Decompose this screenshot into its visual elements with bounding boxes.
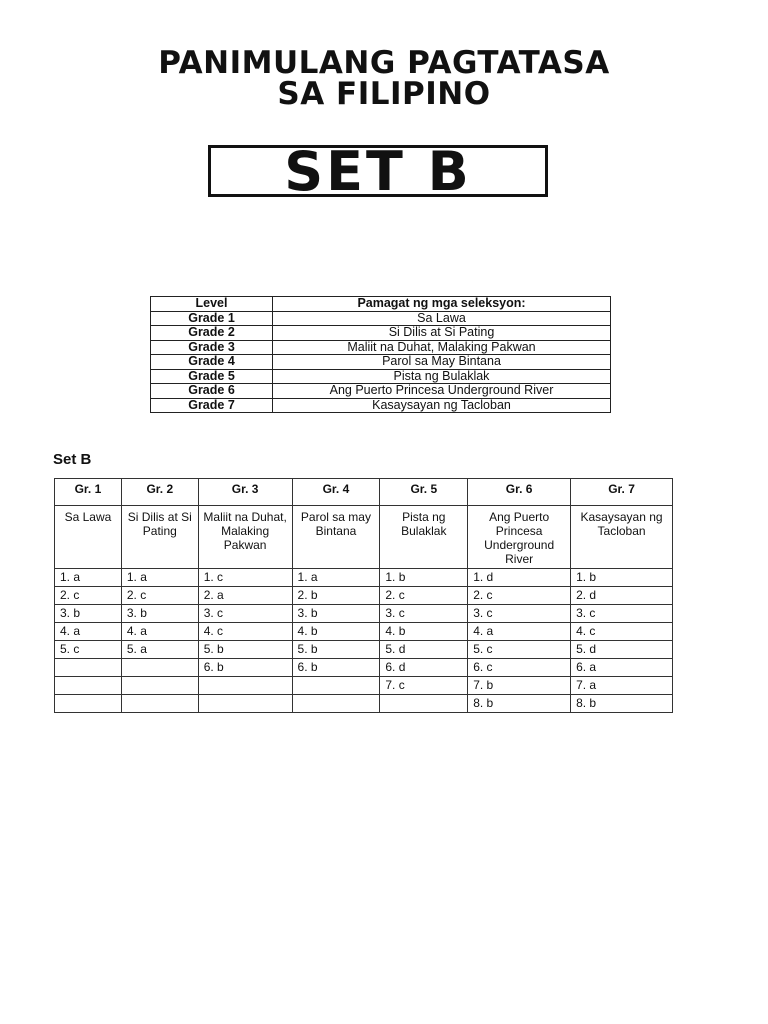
- level-cell: Grade 7: [151, 398, 273, 413]
- answer-cell: 4. a: [468, 623, 571, 641]
- levels-row: [151, 311, 611, 326]
- selection-title-cell: Sa Lawa: [55, 506, 122, 569]
- selection-title-cell: Kasaysayan ng Tacloban: [571, 506, 673, 569]
- answer-cell: [121, 659, 198, 677]
- title-line-1: PANIMULANG PAGTATASA: [158, 45, 610, 81]
- grade-header-cell: Gr. 5: [380, 479, 468, 506]
- answer-cell: 4. b: [380, 623, 468, 641]
- answers-table: [54, 478, 673, 713]
- answer-row: [55, 587, 673, 605]
- answer-cell: 2. b: [292, 587, 380, 605]
- document-title: [0, 45, 768, 112]
- level-cell: Grade 3: [151, 340, 273, 355]
- selection-title-cell: Ang Puerto Princesa Underground River: [468, 506, 571, 569]
- answer-cell: 3. b: [55, 605, 122, 623]
- selection-title-cell: Parol sa May Bintana: [273, 355, 611, 370]
- answer-row: [55, 569, 673, 587]
- answer-cell: 3. c: [571, 605, 673, 623]
- selection-title-cell: Kasaysayan ng Tacloban: [273, 398, 611, 413]
- answer-cell: 3. c: [380, 605, 468, 623]
- answer-cell: 6. b: [198, 659, 292, 677]
- answer-cell: 1. a: [55, 569, 122, 587]
- grade-header-cell: Gr. 1: [55, 479, 122, 506]
- answer-cell: 1. c: [198, 569, 292, 587]
- answer-cell: 5. c: [55, 641, 122, 659]
- answer-cell: [55, 695, 122, 713]
- answer-cell: 5. b: [198, 641, 292, 659]
- answer-cell: [198, 677, 292, 695]
- levels-row: [151, 384, 611, 399]
- levels-header-title: Pamagat ng mga seleksyon:: [273, 297, 611, 312]
- answer-cell: 2. c: [55, 587, 122, 605]
- answer-cell: 6. a: [571, 659, 673, 677]
- answer-cell: [198, 695, 292, 713]
- levels-row: [151, 369, 611, 384]
- answer-cell: 5. b: [292, 641, 380, 659]
- grade-header-cell: Gr. 2: [121, 479, 198, 506]
- answer-cell: 8. b: [571, 695, 673, 713]
- title-line-2: SA FILIPINO: [277, 76, 491, 112]
- answer-cell: 5. a: [121, 641, 198, 659]
- answer-cell: 4. a: [55, 623, 122, 641]
- level-cell: Grade 5: [151, 369, 273, 384]
- answer-row: [55, 605, 673, 623]
- answer-cell: 1. a: [121, 569, 198, 587]
- selection-title-cell: Si Dilis at Si Pating: [121, 506, 198, 569]
- selection-title-cell: Ang Puerto Princesa Underground River: [273, 384, 611, 399]
- level-cell: Grade 6: [151, 384, 273, 399]
- answer-cell: 4. b: [292, 623, 380, 641]
- answer-cell: 2. d: [571, 587, 673, 605]
- selection-title-cell: Si Dilis at Si Pating: [273, 326, 611, 341]
- answer-cell: 2. c: [468, 587, 571, 605]
- answer-cell: 3. b: [292, 605, 380, 623]
- selection-title-cell: Pista ng Bulaklak: [380, 506, 468, 569]
- levels-table: [150, 296, 611, 413]
- answer-cell: 1. b: [380, 569, 468, 587]
- answers-heading: Set B: [53, 451, 92, 468]
- answer-cell: [380, 695, 468, 713]
- answer-cell: [292, 677, 380, 695]
- grade-header-cell: Gr. 7: [571, 479, 673, 506]
- grade-header-cell: Gr. 3: [198, 479, 292, 506]
- answer-cell: 2. c: [380, 587, 468, 605]
- level-cell: Grade 2: [151, 326, 273, 341]
- answer-row: [55, 695, 673, 713]
- answer-cell: 4. c: [571, 623, 673, 641]
- answer-cell: 4. a: [121, 623, 198, 641]
- answer-cell: 2. c: [121, 587, 198, 605]
- answer-cell: 8. b: [468, 695, 571, 713]
- levels-row: [151, 355, 611, 370]
- answer-row: [55, 677, 673, 695]
- answer-cell: 1. d: [468, 569, 571, 587]
- answer-cell: 7. a: [571, 677, 673, 695]
- answer-cell: [55, 659, 122, 677]
- answer-row: [55, 641, 673, 659]
- answer-cell: 2. a: [198, 587, 292, 605]
- answer-cell: 3. c: [468, 605, 571, 623]
- selection-titles-row: [55, 506, 673, 569]
- answer-cell: [121, 677, 198, 695]
- selection-title-cell: Pista ng Bulaklak: [273, 369, 611, 384]
- answer-cell: 6. c: [468, 659, 571, 677]
- grade-header-cell: Gr. 6: [468, 479, 571, 506]
- answer-row: [55, 623, 673, 641]
- answer-cell: 3. c: [198, 605, 292, 623]
- selection-title-cell: Parol sa may Bintana: [292, 506, 380, 569]
- answer-cell: 3. b: [121, 605, 198, 623]
- set-label-box: SET B: [208, 145, 548, 197]
- levels-row: [151, 326, 611, 341]
- answer-cell: [292, 695, 380, 713]
- levels-row: [151, 398, 611, 413]
- answer-cell: [121, 695, 198, 713]
- answer-cell: 4. c: [198, 623, 292, 641]
- answer-cell: 6. d: [380, 659, 468, 677]
- answers-header-row: [55, 479, 673, 506]
- answer-row: [55, 659, 673, 677]
- selection-title-cell: Maliit na Duhat, Malaking Pakwan: [198, 506, 292, 569]
- level-cell: Grade 4: [151, 355, 273, 370]
- answer-cell: 1. a: [292, 569, 380, 587]
- answer-cell: 5. c: [468, 641, 571, 659]
- selection-title-cell: Maliit na Duhat, Malaking Pakwan: [273, 340, 611, 355]
- answer-cell: 7. b: [468, 677, 571, 695]
- answer-cell: 5. d: [380, 641, 468, 659]
- answer-cell: 5. d: [571, 641, 673, 659]
- levels-header-level: Level: [151, 297, 273, 312]
- answer-cell: 7. c: [380, 677, 468, 695]
- answer-cell: 6. b: [292, 659, 380, 677]
- answer-cell: [55, 677, 122, 695]
- grade-header-cell: Gr. 4: [292, 479, 380, 506]
- level-cell: Grade 1: [151, 311, 273, 326]
- levels-header-row: [151, 297, 611, 312]
- levels-row: [151, 340, 611, 355]
- selection-title-cell: Sa Lawa: [273, 311, 611, 326]
- answer-cell: 1. b: [571, 569, 673, 587]
